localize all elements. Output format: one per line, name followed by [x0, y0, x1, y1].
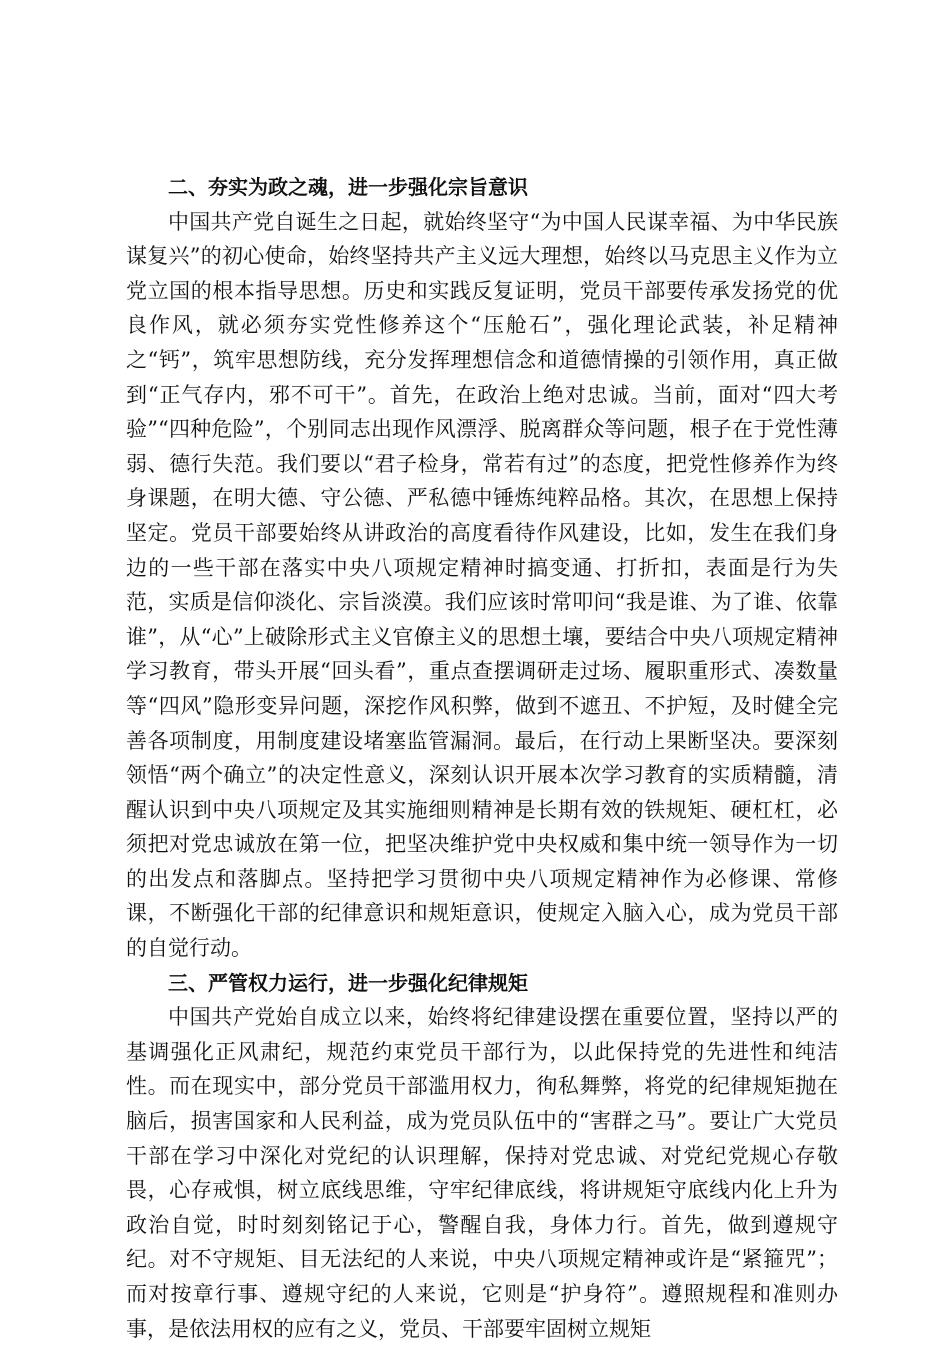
section-paragraph-2: 中国共产党自诞生之日起，就始终坚守“为中国人民谋幸福、为中华民族谋复兴”的初心使命，始终坚持共产主义远大理想，始终以马克思主义作为立党立国的根本指导思想。历史和实践反复证明，党员干部要传承发扬党的优良作风，就必须夯实党性修养这个“压舱石”，强化理论武装，补足精神之“钙”，筑牢思想防线，充分发挥理想信念和道德情操的引领作用，真正做到“正气存内，邪不可干”。首先，在政治上绝对忠诚。当前，面对“四大考验”“四种危险”，个别同志出现作风漂浮、脱离群众等问题，根子在于党性薄弱、德行失范。我们要以“君子检身，常若有过”的态度，把党性修养作为终身课题，在明大德、守公德、严私德中锤炼纯粹品格。其次，在思想上保持坚定。党员干部要始终从讲政治的高度看待作风建设，比如，发生在我们身边的一些干部在落实中央八项规定精神时搞变通、打折扣，表面是行为失范，实质是信仰淡化、宗旨淡漠。我们应该时常叩问“我是谁、为了谁、依靠谁”，从“心”上破除形式主义官僚主义的思想土壤，要结合中央八项规定精神学习教育，带头开展“回头看”，重点查摆调研走过场、履职重形式、凑数量等“四风”隐形变异问题，深挖作风积弊，做到不遮丑、不护短，及时健全完善各项制度，用制度建设堵塞监管漏洞。最后，在行动上果断坚决。要深刻领悟“两个确立”的决定性意义，深刻认识开展本次学习教育的实质精髓，清醒认识到中央八项规定及其实施细则精神是长期有效的铁规矩、硬杠杠，必须把对党忠诚放在第一位，把坚决维护党中央权威和集中统一领导作为一切的出发点和落脚点。坚持把学习贯彻中央八项规定精神作为必修课、常修课，不断强化干部的纪律意识和规矩意识，使规定入脑入心，成为党员干部的自觉行动。 [126, 209, 838, 961]
section-heading-2: 二、夯实为政之魂，进一步强化宗旨意识 [168, 175, 528, 199]
document-body [126, 170, 838, 1346]
section-paragraph-3: 中国共产党始自成立以来，始终将纪律建设摆在重要位置，坚持以严的基调强化正风肃纪，规范约束党员干部行为，以此保持党的先进性和纯洁性。而在现实中，部分党员干部滥用权力，徇私舞弊，将党的纪律规矩抛在脑后，损害国家和人民利益，成为党员队伍中的“害群之马”。要让广大党员干部在学习中深化对党纪的认识理解，保持对党忠诚、对党纪党规心存敬畏，心存戒惧，树立底线思维，守牢纪律底线，将讲规矩守底线内化上升为政治自觉，时时刻刻铭记于心，警醒自我，身体力行。首先，做到遵规守纪。对不守规矩、目无法纪的人来说，中央八项规定精神或许是“紧箍咒”；而对按章行事、遵规守纪的人来说，它则是“护身符”。遵照规程和准则办事，是依法用权的应有之义，党员、干部要牢固树立规矩 [126, 1005, 838, 1341]
section-heading-3: 三、严管权力运行，进一步强化纪律规矩 [168, 970, 528, 995]
